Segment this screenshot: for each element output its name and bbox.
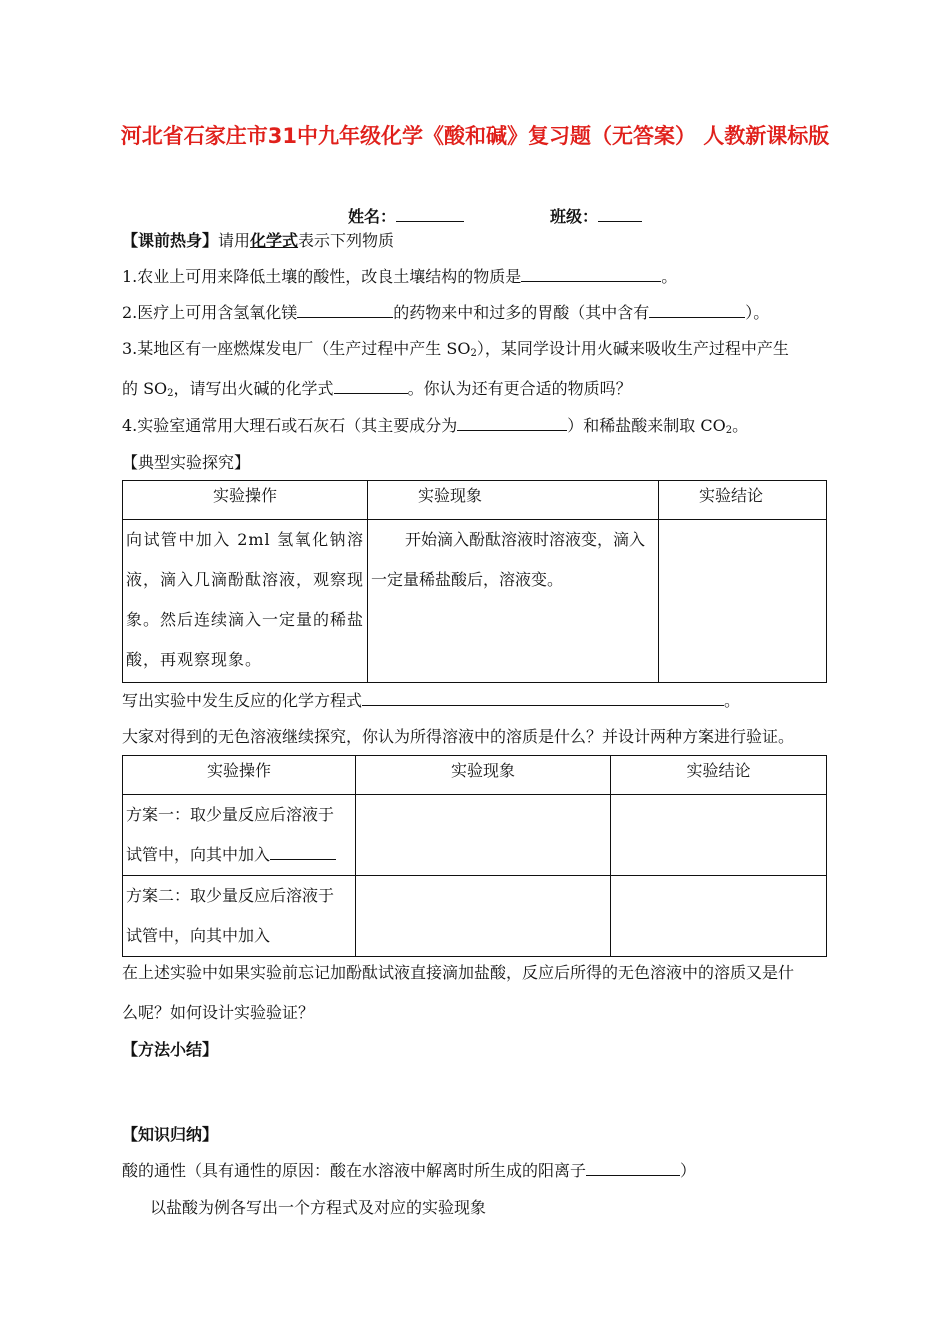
- question-3-line1: [122, 336, 789, 359]
- example-line: 以盐酸为例各写出一个方程式及对应的实验现象: [150, 1198, 487, 1217]
- plan2-line1: 方案二：取少量反应后溶液于: [126, 886, 335, 905]
- table2-plan1-phenomenon[interactable]: [356, 795, 611, 876]
- table2-plan1-cell: [123, 795, 356, 876]
- table1-header-operation: 实验操作: [123, 481, 368, 520]
- name-label: 姓名：: [348, 207, 397, 226]
- table1-conclusion-cell[interactable]: [659, 520, 827, 683]
- q4-blank[interactable]: [457, 416, 567, 431]
- table2-header-conclusion: 实验结论: [611, 756, 827, 795]
- followup-line-1: 在上述实验中如果实验前忘记加酚酞试液直接滴加盐酸，反应后所得的无色溶液中的溶质又是什: [122, 963, 795, 982]
- intro-pre: 请用: [218, 231, 251, 250]
- q4-text: 4.实验室通常用大理石或石灰石（其主要成分为: [122, 416, 458, 435]
- page-title: 河北省石家庄市31中九年级化学《酸和碱》复习题（无答案） 人教新课标版: [120, 124, 830, 148]
- table2-plan2-conclusion[interactable]: [611, 876, 827, 957]
- q2-mid: 的药物来中和过多的胃酸（其中含有: [393, 303, 650, 322]
- table1-header-phenomenon: 实验现象: [368, 481, 659, 520]
- knowledge-heading: 【知识归纳】: [122, 1125, 219, 1144]
- method-heading: 【方法小结】: [122, 1040, 219, 1059]
- q1-blank[interactable]: [521, 267, 661, 282]
- plan1-line2: 试管中，向其中加入: [126, 845, 271, 864]
- table2-plan1-conclusion[interactable]: [611, 795, 827, 876]
- class-field: [550, 204, 642, 227]
- equation-text: 写出实验中发生反应的化学方程式: [122, 691, 363, 710]
- explore-prompt: 大家对得到的无色溶液继续探究，你认为所得溶液中的溶质是什么？并设计两种方案进行验证。: [122, 727, 795, 746]
- q3-sub: 2: [470, 348, 477, 359]
- plan1-line2-wrap: [126, 835, 352, 875]
- experiment-heading: 【典型实验探究】: [122, 453, 251, 472]
- intro-post: 表示下列物质: [298, 231, 395, 250]
- acid-property-line: [122, 1158, 696, 1181]
- warmup-intro: [122, 228, 394, 251]
- class-blank[interactable]: [598, 207, 642, 222]
- q4-mid: ）和稀盐酸来制取 CO: [567, 416, 726, 435]
- acid-line-end: ）: [680, 1161, 697, 1180]
- q3-text-post: ），某同学设计用火碱来吸收生产过程中产生: [476, 339, 789, 358]
- question-1: [122, 264, 677, 287]
- table1-operation-cell: 向试管中加入 2ml 氢氧化钠溶液，滴入几滴酚酞溶液，观察现象。然后连续滴入一定量的稀盐酸，再观察现象。: [123, 520, 368, 683]
- question-3-line2: [122, 376, 632, 399]
- q4-sub: 2: [725, 425, 733, 436]
- q1-text: 1.农业上可用来降低土壤的酸性，改良土壤结构的物质是: [122, 267, 522, 286]
- plan1-blank[interactable]: [270, 845, 336, 860]
- q3-line2-pre: 的 SO: [122, 379, 168, 398]
- acid-line-text: 酸的通性（具有通性的原因：酸在水溶液中解离时所生成的阳离子: [122, 1161, 587, 1180]
- table2-header-operation: 实验操作: [123, 756, 356, 795]
- equation-prompt: [122, 688, 740, 711]
- q4-end: 。: [732, 416, 749, 435]
- table1-header-conclusion: 实验结论: [659, 481, 827, 520]
- q3-text: 3.某地区有一座燃煤发电厂（生产过程中产生 SO: [122, 339, 471, 358]
- table2-header-phenomenon: 实验现象: [356, 756, 611, 795]
- plan2-line2: 试管中，向其中加入: [126, 926, 271, 945]
- table1-phenomenon-cell: 开始滴入酚酞溶液时溶液变，滴入一定量稀盐酸后，溶液变。: [368, 520, 659, 683]
- equation-end: 。: [724, 691, 741, 710]
- name-field: [348, 204, 464, 227]
- followup-line-2: 么呢？如何设计实验验证？: [122, 1003, 315, 1022]
- class-label: 班级：: [550, 207, 599, 226]
- table2-plan2-cell: [123, 876, 356, 957]
- q2-blank-1[interactable]: [297, 303, 393, 318]
- question-2: [122, 300, 769, 323]
- experiment-table-1: [122, 480, 827, 683]
- q2-blank-2[interactable]: [649, 303, 745, 318]
- question-4: [122, 413, 748, 436]
- q3-line2-mid: ，请写出火碱的化学式: [173, 379, 334, 398]
- acid-blank[interactable]: [586, 1161, 680, 1176]
- name-blank[interactable]: [396, 207, 464, 222]
- plan1-line1: 方案一：取少量反应后溶液于: [126, 805, 335, 824]
- q3-line2-sub: 2: [167, 388, 174, 399]
- table2-plan2-phenomenon[interactable]: [356, 876, 611, 957]
- equation-blank[interactable]: [362, 691, 724, 706]
- intro-emphasis: 化学式: [250, 231, 299, 250]
- q2-text: 2.医疗上可用含氢氧化镁: [122, 303, 298, 322]
- q3-blank[interactable]: [334, 379, 408, 394]
- q3-line2-end: 。你认为还有更合适的物质吗？: [407, 379, 632, 398]
- experiment-table-2: [122, 755, 827, 957]
- q2-end: ）。: [745, 303, 770, 322]
- warmup-heading: 【课前热身】: [122, 231, 219, 250]
- q1-end: 。: [661, 267, 678, 286]
